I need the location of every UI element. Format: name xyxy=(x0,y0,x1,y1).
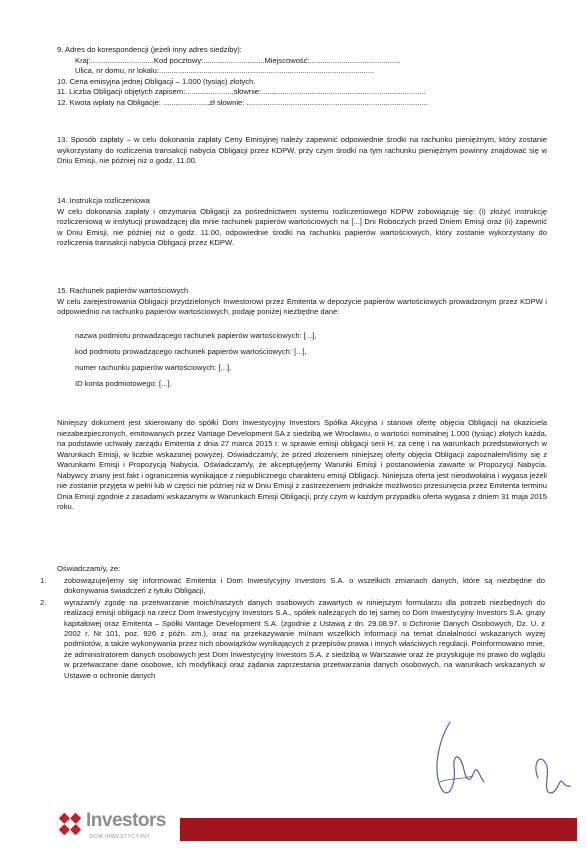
signature-2 xyxy=(536,759,570,793)
section-14 xyxy=(57,196,547,249)
account-field-code: kod podmiotu prowadzącego rachunek papierów wartościowych: [...], xyxy=(75,346,307,356)
section-13-text: 13. Sposób zapłaty – w celu dokonania zapłaty Ceny Emisyjnej należy zapewnić odpowiednie środki na rachunku pieniężnym, który zostanie wykorzystany do rozliczenia transakcji nabycia Obligacji przez KDPW, przy czym środki na tym rachunku pieniężnym powinny znajdować się w Dniu Emisji, nie później niż o godz. 11.00. xyxy=(57,135,547,165)
logo-mark-icon xyxy=(56,810,84,838)
account-fields xyxy=(57,328,547,392)
field-9-address-heading: 9. Adres do korespondencji (jeżeli inny adres siedziby): xyxy=(57,45,242,54)
declarations-heading-block xyxy=(57,564,547,575)
field-9-country-line: Kraj:..............................Kod pocztowy:.............................Miejscowość:........................................... xyxy=(75,55,401,65)
section-13 xyxy=(57,135,547,167)
section-14-heading: 14. Instrukcja rozliczeniowa xyxy=(57,196,150,205)
field-10-price: 10. Cena emisyjna jednej Obligacji – 1.000 (tysiąc) złotych. xyxy=(57,76,256,86)
handwritten-signatures xyxy=(420,712,580,802)
declaration-number: 1. xyxy=(40,576,47,585)
declaration-item xyxy=(40,598,545,681)
footer-brand-bar xyxy=(180,818,577,841)
section-14-text: W celu dokonania zapłaty i otrzymania Obligacji za pośrednictwem systemu rozliczeniowego KDPW zobowiązuję się: (i) złożyć instrukcję rozliczeniową w instytucji prowadzącej dla mnie rachunek papierów wartościowych na [...] Dni Roboczych przed Dniem Emisji oraz (ii) zapewnić w Dniu Emisji, nie później niż o godz. 11.00, odpowiednie środki na rachunku papierów wartościowych, który zostanie wykorzystany do rozliczenia transakcji nabycia Obligacji przez KDPW. xyxy=(57,206,547,248)
section-15-text: W celu zarejestrowania Obligacji przydzielonych Inwestorowi przez Emitenta w depozycie papierów wartościowych prowadzonym przez KDPW i odpowiednio na rachunku papierów wartościowych, podaję poniżej niezbędne dane: xyxy=(57,296,547,317)
investors-logo xyxy=(56,810,176,852)
account-field-id: ID konta podmiotowego: [...]. xyxy=(75,378,172,388)
declarations-heading: Oświadczam/y, że: xyxy=(57,564,121,573)
signature-1 xyxy=(437,722,484,793)
declarations-list xyxy=(40,576,545,681)
section-15-heading: 15. Rachunek papierów wartościowych xyxy=(57,286,189,295)
section-15 xyxy=(57,286,547,392)
account-field-name: nazwa podmiotu prowadzącego rachunek papierów wartościowych: [...], xyxy=(75,330,317,340)
logo-name: Investors xyxy=(86,810,166,831)
declaration-item xyxy=(40,576,545,597)
offer-paragraph xyxy=(57,418,547,513)
logo-subtitle: DOM INWESTYCYJNY xyxy=(90,834,151,840)
declaration-text: wyrażam/y zgodę na przetwarzanie moich/naszych danych osobowych zawartych w niniejszym formularzu dla potrzeb niezbędnych do realizacji emisji obligacji na rzecz Dom Inwestycyjny Investors S.A., spółek należących do tej samej co Dom Inwestycyjny Investors S.A. grupy kapitałowej oraz Emitenta – Spółki Vantage Development S.A. (zgodnie z Ustawą z dn. 29.08.97. o Ochronie Danych Osobowych, Dz. U. z 2002 r. Nr 101, poz. 926 z późn. zm.), oraz na przekazywanie mi/nam wszelkich informacji na temat działalności wskazanych wyżej podmiotów, a także wykonywania przez nich obowiązków wynikających z przepisów prawa i innych właściwych regulacji. Poinformowano mnie, że administratorem danych osobowych jest Dom Inwestycyjny Investors S.A. z siedzibą w Warszawie oraz że przysługuje mi prawo do wglądu w przetwarzane dane osobowe, ich modyfikacji oraz żądania zaprzestania przetwarzania danych osobowych, na warunkach wskazanych w Ustawie o ochronie danych xyxy=(64,597,545,680)
declaration-number: 2. xyxy=(40,597,47,607)
declaration-text: zobowiązuje/jemy się informować Emitenta i Dom Inwestycyjny Investors S.A. o wszelkich zmianach danych, które są niezbędne do dokonywania świadczeń z tytułu Obligacji, xyxy=(64,576,545,596)
field-12-amount: 12. Kwota wpłaty na Obligacje: ......................zł słownie: ...................................................................................... xyxy=(57,97,428,107)
form-fields xyxy=(57,45,547,109)
offer-text: Niniejszy dokument jest skierowany do spółki Dom Inwestycyjny Investors Spółka Akcyjna i stanowi ofertę objęcia Obligacji na okaziciela niezabezpieczonych, emitowanych przez Vantage Development SA z siedzibą we Wrocławiu, o wartości nominalnej 1.000 (tysiąc) złotych każda, na podstawie uchwały zarządu Emitenta z dnia 27 marca 2015 r. w sprawie emisji obligacji serii H, za cenę i na warunkach przedstawionych w Warunkach Emisji, w liczbie wskazanej powyżej. Oświadczam/y, że przed złożeniem niniejszej oferty objęcia Obligacji zapoznałem/liśmy się z Warunkami Emisji i Propozycją Nabycia. Oświadczam/y, że akceptuję/jemy Warunki Emisji i postanowienia zawarte w Propozycji Nabycia. Nabywcy znany jest fakt i ograniczenia wynikające z niepublicznego charakteru emisji Obligacji. Niniejsza oferta jest nieodwołalna i wygasa jeżeli nie zostanie przyjęta w pełni lub w części nie później niż w Dniu Emisji z zastrzeżeniem jednakże możliwości przesunięcia przez Emitenta terminu Dnia Emisji zgodnie z zasadami wskazanymi w Warunkach Emisji Obligacji, przy czym w każdym przypadku oferta wygasa z dniem 31 maja 2015 roku. xyxy=(57,418,547,511)
account-field-number: numer rachunku papierów wartościowych: [...], xyxy=(75,362,232,372)
field-9-street-line: Ulica, nr domu, nr lokalu:...................................................................................................... xyxy=(75,66,375,76)
field-11-quantity: 11. Liczba Obligacji objętych zapisem:.......................słownie:.............................................................................. xyxy=(57,87,426,97)
